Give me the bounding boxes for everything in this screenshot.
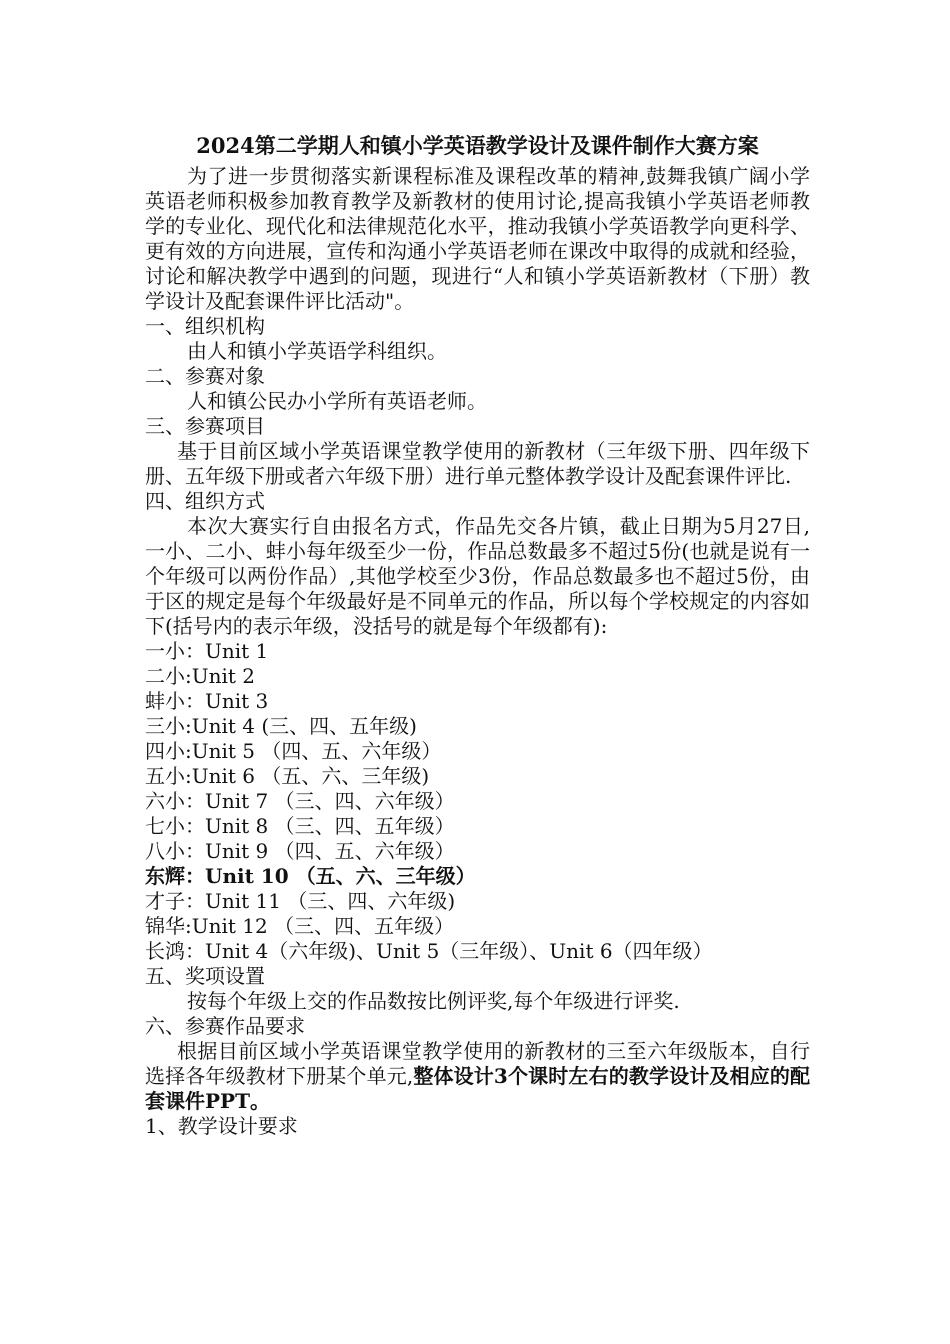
section-6-text bbox=[145, 1039, 810, 1114]
section-4-heading: 四、组织方式 bbox=[145, 489, 265, 513]
school-unit-item: 八小：Unit 9 （四、五、六年级） bbox=[145, 839, 455, 863]
section-2-text: 人和镇公民办小学所有英语老师。 bbox=[187, 389, 487, 413]
school-unit-item: 一小：Unit 1 bbox=[145, 639, 269, 663]
school-unit-item: 锦华:Unit 12 （三、四、五年级） bbox=[145, 914, 455, 938]
school-unit-item: 七小：Unit 8 （三、四、五年级） bbox=[145, 814, 455, 838]
section-2-heading: 二、参赛对象 bbox=[145, 364, 265, 388]
section-3-heading: 三、参赛项目 bbox=[145, 414, 265, 438]
section-3-text: 基于目前区域小学英语课堂教学使用的新教材（三年级下册、四年级下册、五年级下册或者六年级下册）进行单元整体教学设计及配套课件评比. bbox=[145, 439, 810, 488]
school-unit-item: 蚌小：Unit 3 bbox=[145, 689, 269, 713]
school-unit-item: 三小:Unit 4 (三、四、五年级) bbox=[145, 714, 417, 738]
school-unit-item: 二小:Unit 2 bbox=[145, 664, 255, 688]
section-6-heading: 六、参赛作品要求 bbox=[145, 1014, 305, 1038]
document-title: 2024第二学期人和镇小学英语教学设计及课件制作大赛方案 bbox=[196, 133, 759, 158]
section-1-heading: 一、组织机构 bbox=[145, 314, 265, 338]
school-unit-item: 才子：Unit 11 （三、四、六年级) bbox=[145, 889, 456, 913]
section-5-heading: 五、奖项设置 bbox=[145, 964, 265, 988]
section-5-text: 按每个年级上交的作品数按比例评奖,每个年级进行评奖. bbox=[187, 989, 680, 1013]
section-1-text: 由人和镇小学英语学科组织。 bbox=[187, 339, 447, 363]
school-unit-item: 长鸿：Unit 4（六年级)、Unit 5（三年级）、Unit 6（四年级） bbox=[145, 939, 713, 963]
subsection-1-heading: 1、教学设计要求 bbox=[145, 1114, 298, 1138]
intro-paragraph: 为了进一步贯彻落实新课程标准及课程改革的精神,鼓舞我镇广阔小学英语老师积极参加教育教学及新教材的使用讨论,提高我镇小学英语老师教学的专业化、现代化和法律规范化水平，推动我镇小学英语教学向更科学、更有效的方向进展，宣传和沟通小学英语老师在课改中取得的成就和经验，讨论和解决教学中遇到的问题，现进行“人和镇小学英语新教材（下册）教学设计及配套课件评比活动"。 bbox=[145, 164, 810, 313]
school-unit-item: 六小：Unit 7 （三、四、六年级） bbox=[145, 789, 455, 813]
school-unit-list bbox=[145, 639, 810, 964]
section-6-text-plain: 根据目前区域小学英语课堂教学使用的新教材的三至六年级版本，自行选择各年级教材下册某个单元, bbox=[145, 1039, 810, 1088]
section-4-text: 本次大赛实行自由报名方式，作品先交各片镇，截止日期为5月27日,一小、二小、蚌小每年级至少一份，作品总数最多不超过5份(也就是说有一个年级可以两份作品）,其他学校至少3份，作品总数最多也不超过5份，由于区的规定是每个年级最好是不同单元的作品，所以每个学校规定的内容如下(括号内的表示年级，没括号的就是每个年级都有): bbox=[145, 514, 810, 638]
section-6-text-bold: 整体设计3个课时左右的教学设计及相应的配套课件PPT。 bbox=[145, 1064, 810, 1113]
school-unit-item-highlighted: 东辉：Unit 10 （五、六、三年级） bbox=[145, 864, 476, 888]
school-unit-item: 四小:Unit 5 （四、五、六年级） bbox=[145, 739, 442, 763]
school-unit-item: 五小:Unit 6 （五、六、三年级) bbox=[145, 764, 430, 788]
